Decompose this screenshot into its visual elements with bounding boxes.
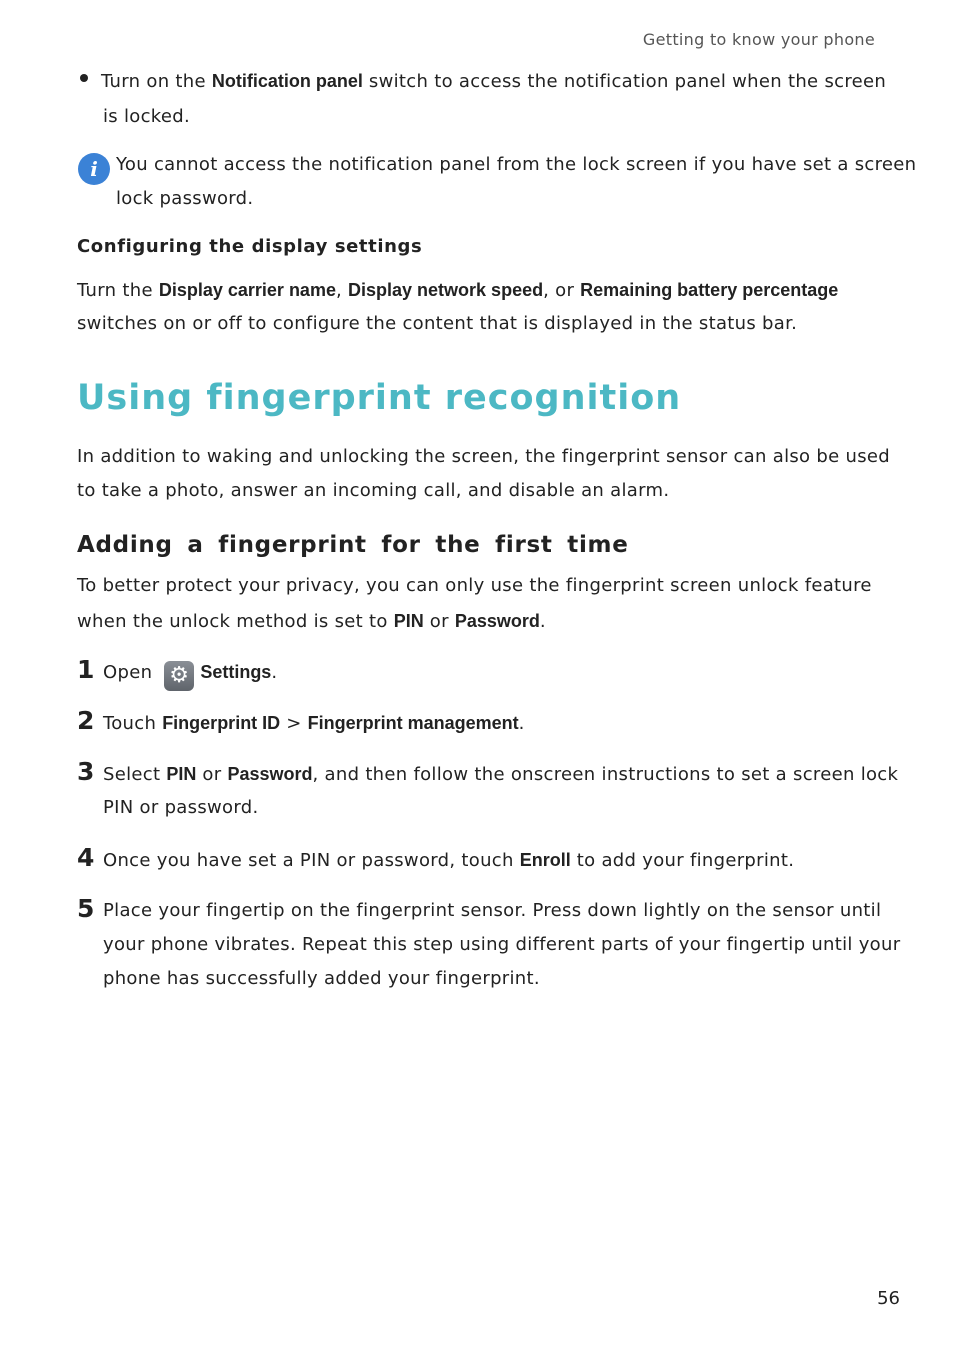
- step-2-text: Touch Fingerprint ID > Fingerprint management.: [103, 713, 525, 734]
- step-number-5: 5: [77, 894, 95, 923]
- bullet-dot: [80, 74, 88, 82]
- step-4-text: Once you have set a PIN or password, touch Enroll to add your fingerprint.: [103, 850, 795, 871]
- step-number-3: 3: [77, 757, 95, 786]
- step-3-line-1: Select PIN or Password, and then follow the onscreen instructions to set a screen lock: [103, 764, 899, 785]
- privacy-line-2: when the unlock method is set to PIN or Password.: [77, 611, 546, 632]
- intro-line-1: In addition to waking and unlocking the screen, the fingerprint sensor can also be used: [77, 446, 890, 467]
- note-line-1: You cannot access the notification panel from the lock screen if you have set a screen: [116, 154, 917, 175]
- step-1-text: Open ⚙ Settings.: [103, 655, 277, 691]
- privacy-line-1: To better protect your privacy, you can only use the fingerprint screen unlock feature: [77, 575, 872, 596]
- page-number: 56: [877, 1288, 900, 1309]
- step-number-4: 4: [77, 843, 95, 872]
- intro-line-2: to take a photo, answer an incoming call, and disable an alarm.: [77, 480, 670, 501]
- running-header: Getting to know your phone: [642, 30, 875, 49]
- subsection-title: Adding a fingerprint for the first time: [77, 532, 629, 558]
- bullet-line-2: is locked.: [103, 106, 191, 127]
- step-number-1: 1: [77, 655, 95, 684]
- section-title: Using fingerprint recognition: [77, 378, 682, 418]
- display-settings-line-2: switches on or off to configure the content that is displayed in the status bar.: [77, 313, 798, 334]
- step-5-line-3: phone has successfully added your fingerprint.: [103, 968, 540, 989]
- info-icon: i: [78, 153, 110, 185]
- step-3-line-2: PIN or password.: [103, 797, 259, 818]
- step-5-line-1: Place your fingertip on the fingerprint sensor. Press down lightly on the sensor until: [103, 900, 882, 921]
- note-line-2: lock password.: [116, 188, 254, 209]
- step-number-2: 2: [77, 706, 95, 735]
- display-settings-line-1: Turn the Display carrier name, Display network speed, or Remaining battery percentage: [77, 280, 839, 301]
- settings-gear-icon: ⚙: [164, 661, 194, 691]
- bullet-line-1: Turn on the Notification panel switch to access the notification panel when the screen: [101, 71, 887, 92]
- step-5-line-2: your phone vibrates. Repeat this step using different parts of your fingertip until your: [103, 934, 901, 955]
- display-settings-heading: Configuring the display settings: [77, 236, 423, 257]
